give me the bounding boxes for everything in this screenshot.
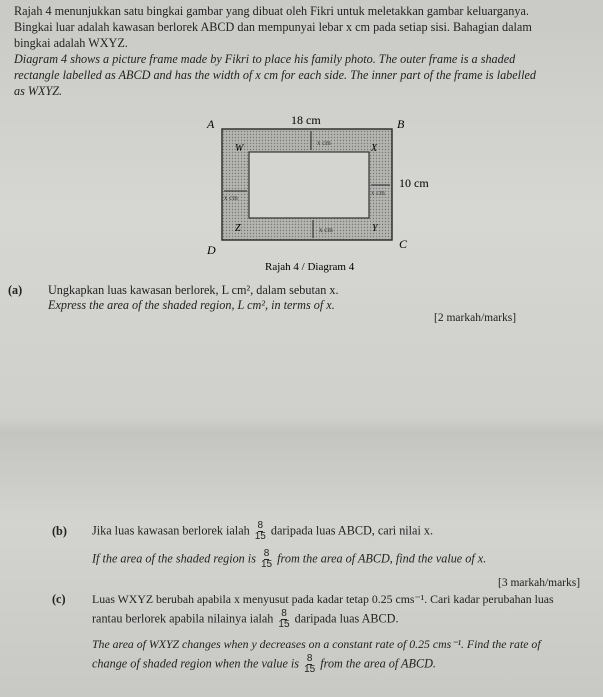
- denominator: 15: [261, 559, 273, 570]
- text: from the area of ABCD.: [320, 656, 436, 671]
- question-ms: Luas WXYZ berubah apabila x menyusut pada kadar tetap 0.25 cms⁻¹. Cari kadar perubahan luas: [92, 592, 554, 606]
- width-label-left: x cm: [224, 194, 238, 202]
- text: daripada luas ABCD, cari nilai x.: [270, 523, 434, 538]
- label-z: Z: [235, 223, 241, 234]
- text: from the area of ABCD, find the value of x.: [277, 551, 487, 566]
- denominator: 15: [254, 531, 266, 542]
- side-length: 10 cm: [399, 176, 429, 190]
- label-x: X: [371, 143, 378, 154]
- inner-rect-wxyz: [249, 152, 369, 218]
- text: change of shaded region when the value is: [92, 656, 300, 671]
- text: Jika luas kawasan berlorek ialah: [92, 523, 250, 538]
- label-a: A: [207, 117, 215, 131]
- label-b: B: [397, 117, 405, 131]
- question-ms: Ungkapkan luas kawasan berlorek, L cm², dalam sebutan x.: [48, 283, 339, 297]
- width-label-bottom: x cm: [319, 226, 333, 234]
- width-label-right: x cm: [371, 189, 385, 197]
- question-ms: [92, 521, 433, 542]
- text: rantau berlorek apabila nilainya ialah: [92, 611, 274, 626]
- label-y: Y: [372, 223, 378, 234]
- label-w: W: [235, 143, 244, 154]
- question-en: [92, 549, 486, 570]
- fraction: [304, 654, 315, 675]
- width-label-top: x cm: [317, 139, 331, 147]
- fraction: [278, 609, 289, 630]
- frame-diagram: [195, 112, 429, 273]
- fraction: [261, 549, 272, 570]
- question-ms: [92, 609, 399, 630]
- fraction: [255, 521, 266, 542]
- question-number: (a): [8, 283, 23, 297]
- question-en: Express the area of the shaded region, L cm², in terms of x.: [48, 298, 335, 312]
- question-number: (b): [52, 524, 67, 538]
- label-d: D: [207, 243, 216, 257]
- denominator: 15: [278, 619, 290, 630]
- numerator: 8: [306, 653, 313, 664]
- intro-line: Diagram 4 shows a picture frame made by Fikri to place his family photo. The outer frame is a shaded: [14, 52, 516, 66]
- intro-line: Rajah 4 menunjukkan satu bingkai gambar yang dibuat oleh Fikri untuk meletakkan gambar keluarganya.: [14, 4, 529, 18]
- top-length: 18 cm: [291, 113, 321, 127]
- intro-line: bingkai adalah WXYZ.: [14, 36, 128, 50]
- intro-line: as WXYZ.: [14, 84, 63, 98]
- intro-line: Bingkai luar adalah kawasan berlorek ABCD dan mempunyai lebar x cm pada setiap sisi. Bahagian dalam: [14, 20, 532, 34]
- numerator: 8: [281, 608, 287, 619]
- numerator: 8: [257, 520, 264, 531]
- question-number: (c): [52, 592, 66, 606]
- question-en: [92, 654, 436, 675]
- marks: [2 markah/marks]: [434, 312, 517, 324]
- diagram-caption: Rajah 4 / Diagram 4: [265, 261, 355, 273]
- text: daripada luas ABCD.: [294, 611, 399, 626]
- marks: [3 markah/marks]: [498, 577, 581, 589]
- intro-line: rectangle labelled as ABCD and has the width of x cm for each side. The inner part of the frame is labelled: [14, 68, 536, 82]
- denominator: 15: [304, 664, 316, 675]
- question-en: The area of WXYZ changes when y decreases on a constant rate of 0.25 cms⁻¹. Find the rate of: [92, 637, 541, 651]
- label-c: C: [399, 237, 408, 251]
- numerator: 8: [263, 548, 270, 559]
- text: If the area of the shaded region is: [92, 551, 256, 566]
